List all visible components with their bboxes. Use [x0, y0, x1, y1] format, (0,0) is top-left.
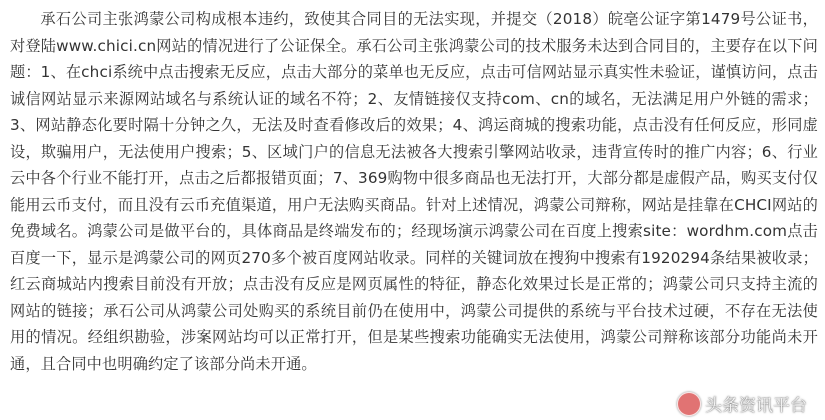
watermark [677, 391, 807, 416]
document-body [10, 6, 818, 377]
toutiao-logo-icon [677, 392, 701, 416]
paragraph: 承石公司主张鸿蒙公司构成根本违约，致使其合同目的无法实现，并提交（2018）皖亳公证字第1479号公证书，对登陆www.chici.cn网站的情况进行了公证保全。承石公司主张鸿蒙公司的技术服务未达到合同目的，主要存在以下问题：1、在chci系统中点击搜索无反应，点击大部分的菜单也无反应，点击可信网站显示真实性未验证，谨慎访问，点击诚信网站显示来源网站域名与系统认证的域名不符；2、友情链接仅支持com、cn的域名，无法满足用户外链的需求；3、网站静态化要时隔十分钟之久，无法及时查看修改后的效果；4、鸿运商城的搜索功能，点击没有任何反应，形同虚设，欺骗用户，无法使用户搜索；5、区域门户的信息无法被各大搜索引擎网站收录，违背宣传时的推广内容；6、行业云中各个行业不能打开，点击之后都报错页面；7、369购物中很多商品也无法打开，大部分都是虚假产品，购买支付仅能用云币支付，而且没有云币充值渠道，用户无法购买商品。针对上述情况，鸿蒙公司辩称，网站是挂靠在CHCI网站的免费域名。鸿蒙公司是做平台的，具体商品是终端发布的；经现场演示鸿蒙公司在百度上搜索site：wordhm.com点击百度一下，显示是鸿蒙公司的网页270多个被百度网站收录。同样的关键词放在搜狗中搜索有1920294条结果被收录；红云商城站内搜索目前没有开放；点击没有反应是网页属性的特征，静态化效果过长是正常的；鸿蒙公司只支持主流的网站的链接；承石公司从鸿蒙公司处购买的系统目前仍在使用中，鸿蒙公司提供的系统与平台技术过硬，不存在无法使用的情况。经组织勘验，涉案网站均可以正常打开，但是某些搜索功能确实无法使用，鸿蒙公司辩称该部分功能尚未开通，且合同中也明确约定了该部分尚未开通。 [10, 10, 818, 373]
watermark-text: 头条资讯平台 [705, 396, 807, 416]
